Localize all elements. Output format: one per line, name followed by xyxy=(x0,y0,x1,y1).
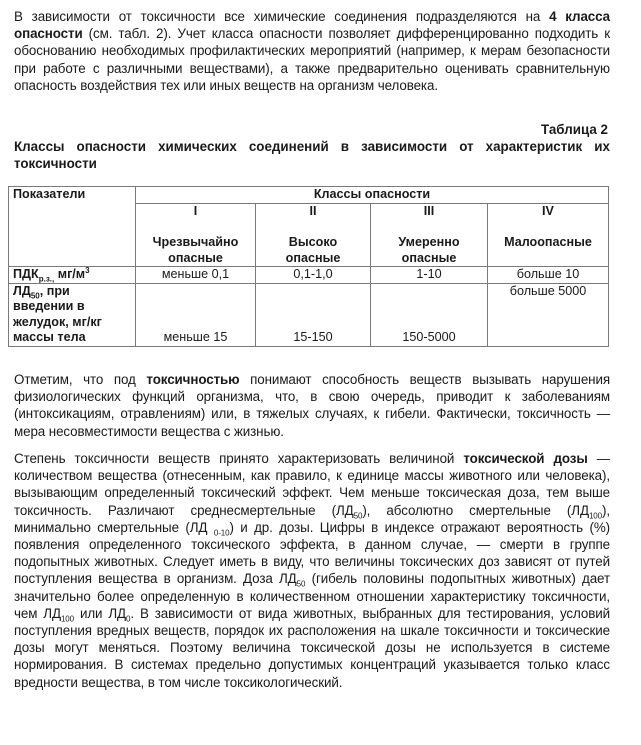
subscript: 0 xyxy=(126,614,131,624)
subscript: 100 xyxy=(60,614,74,624)
subscript: 0-10 xyxy=(213,528,230,538)
table-cell: 15-150 xyxy=(256,283,371,346)
text: Степень токсичности веществ принято характеризовать величиной xyxy=(14,451,464,466)
class-name: Малоопасные xyxy=(504,235,592,249)
class-numeral: IV xyxy=(542,203,554,218)
emphasis-toxic-dose: токсической дозы xyxy=(463,451,588,466)
emphasis-hazard-classes: 4 класса опасности xyxy=(14,9,610,42)
text: ), абсолютно смертельные (ЛД xyxy=(362,502,589,518)
table-cell: меньше 15 xyxy=(136,283,256,346)
text: — количеством вещества (отнесенным, как правило, к единице массы животного или человека), вызывающим определенный токсический эффект. Чем меньше токсическая доза, тем выше токсичность. Различают среднесмертельные (ЛД xyxy=(14,451,610,518)
text: понимают способность веществ вызывать нарушения физиологических функций организма, что, в свою очередь, приводит к заболеваниям (интоксикациям, отравлениям) или, в тяжелых случаях, к гибели. Фактически, токсичность — мера несовместимости вещества с жизнью. xyxy=(14,372,610,439)
hazard-classes-table xyxy=(8,186,609,347)
subscript: 50 xyxy=(296,580,306,590)
text: (гибель половины подопытных животных) дает значительно более определенную в количественном отношении характеристику токсичности, чем ЛД xyxy=(14,571,610,621)
header-indicators: Показатели xyxy=(9,187,136,267)
text: или ЛД xyxy=(74,605,127,621)
subscript: 50 xyxy=(353,511,363,521)
row-label: $ЛД_{50}$, при введении в желудок, мг/кг массы тела xyxy=(9,283,136,346)
class-cell xyxy=(136,203,256,267)
text: Отметим, что под xyxy=(14,372,147,387)
table-cell: больше 5000 xyxy=(488,283,609,346)
toxicity-paragraph xyxy=(14,371,610,440)
text: (см. табл. 2). Учет класса опасности позволяет дифференцированно подходить к обоснованию необходимых профилактических мероприятий (например, к мерам безопасности при работе с различными веществами), а также предварительно оценивать сравнительную опасность воздействия тех или иных веществ на организм человека. xyxy=(14,26,610,93)
toxic-dose-paragraph xyxy=(14,450,610,691)
table-cell: меньше 0,1 xyxy=(136,267,256,284)
class-numeral: I xyxy=(193,203,198,218)
header-classes: Классы опасности xyxy=(136,187,609,204)
table-cell: 1-10 xyxy=(371,267,488,284)
text: . В зависимости от вида животных, выбранных для тестирования, условий поступления вредных веществ, порядок их расположения на шкале токсичности и токсические дозы могут меняться. Поэтому величина токсической дозы не используется в системе нормирования. В системах предельно допустимых концентраций указывается только класс вредности вещества, в том числе токсикологический. xyxy=(14,605,611,690)
table-cell: 150-5000 xyxy=(371,283,488,346)
class-numeral: II xyxy=(309,203,317,218)
table-row xyxy=(9,283,609,346)
row-label: $ПДК_{р.з.,}$ $мг/м^3$ xyxy=(9,267,136,284)
table-cell: больше 10 xyxy=(488,267,609,284)
class-cell xyxy=(256,203,371,267)
emphasis-toxicity: токсичностью xyxy=(146,372,240,387)
table-header-row xyxy=(9,187,609,204)
text: В зависимости от токсичности все химические соединения подразделяются на xyxy=(14,9,550,24)
subscript: 100 xyxy=(588,511,603,521)
class-name: Умеренно опасные xyxy=(398,235,460,265)
text: ), минимально смертельные (ЛД xyxy=(14,502,610,535)
intro-paragraph xyxy=(14,8,610,94)
table-label: Таблица 2 xyxy=(541,122,608,137)
class-cell xyxy=(371,203,488,267)
text: ) и др. дозы. Цифры в индексе отражают вероятность (%) появления определенного токсического эффекта, в данном случае, — смерти в группе подопытных животных. Следует иметь в виду, что величины токсических доз зависят от путей поступления вещества в организм. Доза ЛД xyxy=(14,519,610,587)
class-cell xyxy=(488,203,609,267)
class-name: Высоко опасные xyxy=(285,235,341,265)
table-title: Классы опасности химических соединений в зависимости от характеристик их токсичности xyxy=(14,139,610,171)
table-cell: 0,1-1,0 xyxy=(256,267,371,284)
class-numeral: III xyxy=(423,203,435,218)
table-row xyxy=(9,267,609,284)
class-name: Чрезвычайно опасные xyxy=(152,235,239,265)
